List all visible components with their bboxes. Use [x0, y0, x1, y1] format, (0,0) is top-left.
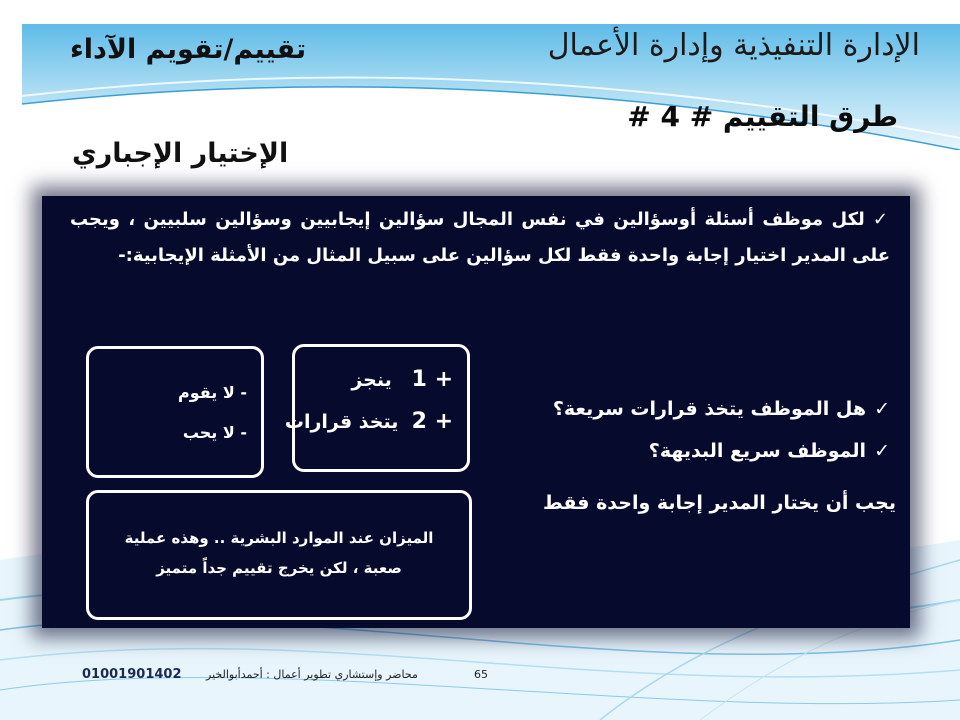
question-list — [510, 388, 890, 472]
method-subtitle: طرق التقييم # 4 # — [627, 100, 898, 133]
slide-heading: الإختيار الإجباري — [72, 138, 289, 169]
question-item — [510, 388, 890, 430]
positive-option — [351, 367, 453, 392]
page-number: 65 — [474, 668, 488, 681]
positive-options-box — [284, 344, 470, 472]
check-icon: ✓ — [874, 398, 890, 420]
note-text: الميزان عند الموارد البشرية .. وهذه عملية صعبة ، لكن يخرج تقييم جداً متميز — [124, 529, 434, 577]
intro-paragraph — [70, 202, 890, 274]
option-label: ينجز — [351, 369, 392, 391]
option-label: يتخذ قرارات — [284, 411, 399, 433]
positive-option — [285, 409, 453, 434]
content-panel — [42, 196, 910, 628]
note-box — [86, 490, 472, 620]
option-score: + 2 — [411, 409, 453, 434]
must-choose-text: يجب أن يختار المدير إجابة واحدة فقط — [543, 492, 896, 514]
section-title: تقييم/تقويم الآداء — [70, 34, 307, 65]
intro-text: لكل موظف أسئلة أوسؤالين في نفس المجال سؤالين إيجابيين وسؤالين سلبيين ، ويجب على المدير اختيار إجابة واحدة فقط لكل سؤالين على سبيل المثال من الأمثلة الإيجابية:- — [70, 209, 890, 266]
option-score: + 1 — [411, 367, 453, 392]
negative-option: - لا يحب — [182, 423, 247, 442]
question-text: هل الموظف يتخذ قرارات سريعة؟ — [552, 398, 867, 420]
question-item — [510, 430, 890, 472]
question-text: الموظف سريع البديهة؟ — [648, 440, 867, 462]
check-icon: ✓ — [874, 440, 890, 462]
footer-phone: 01001901402 — [82, 667, 182, 682]
footer-author: محاضر وإستشاري تطوير أعمال : أحمدأبوالخير — [206, 668, 418, 681]
main-title: الإدارة التنفيذية وإدارة الأعمال — [547, 28, 920, 63]
negative-options-box — [86, 346, 264, 478]
check-icon: ✓ — [872, 209, 890, 230]
negative-option: - لا يقوم — [178, 383, 247, 402]
